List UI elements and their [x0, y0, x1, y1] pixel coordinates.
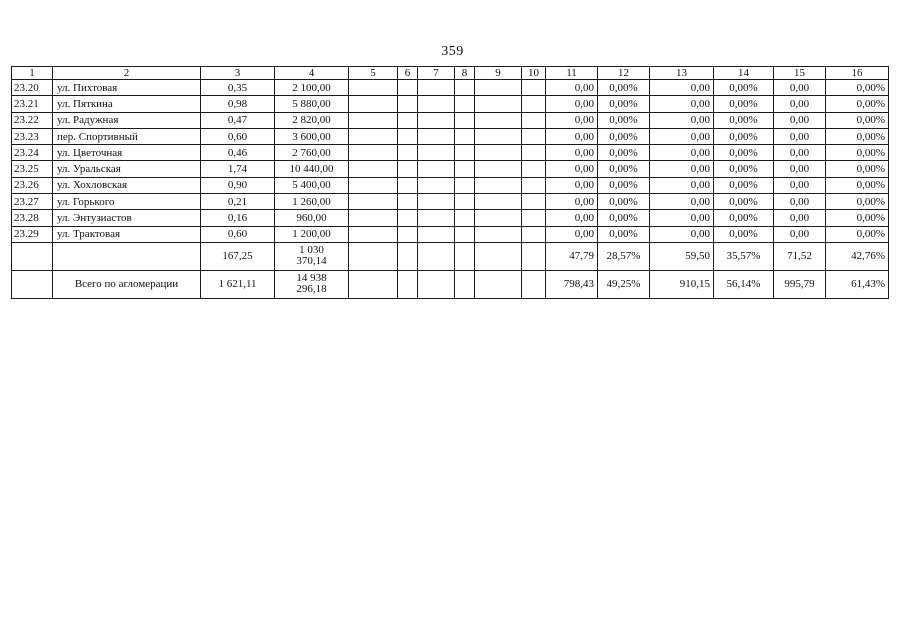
column-header: 2 — [53, 67, 201, 80]
value-cell-15: 0,00 — [774, 80, 826, 96]
cost-cell: 5 880,00 — [275, 96, 349, 112]
empty-cell — [455, 226, 475, 242]
table-row — [12, 177, 889, 193]
empty-cell — [522, 270, 546, 298]
total-cost-line-2: 296,18 — [296, 283, 327, 296]
empty-cell — [475, 270, 522, 298]
empty-cell — [349, 242, 398, 270]
value-cell-11: 0,00 — [546, 145, 598, 161]
empty-cell — [349, 145, 398, 161]
empty-cell — [398, 242, 418, 270]
empty-cell — [475, 128, 522, 144]
value-cell-15: 0,00 — [774, 128, 826, 144]
value-cell-15: 0,00 — [774, 96, 826, 112]
length-cell: 0,47 — [201, 112, 275, 128]
empty-cell — [455, 177, 475, 193]
value-cell-14: 0,00% — [714, 112, 774, 128]
table-row — [12, 226, 889, 242]
empty-cell — [398, 194, 418, 210]
cost-cell: 10 440,00 — [275, 161, 349, 177]
column-header: 10 — [522, 67, 546, 80]
cost-cell: 5 400,00 — [275, 177, 349, 193]
empty-cell — [455, 210, 475, 226]
length-cell: 0,60 — [201, 226, 275, 242]
column-header: 1 — [12, 67, 53, 80]
empty-cell — [418, 270, 455, 298]
empty-cell — [455, 128, 475, 144]
empty-cell — [522, 96, 546, 112]
empty-cell — [455, 242, 475, 270]
table-row — [12, 128, 889, 144]
empty-cell — [418, 210, 455, 226]
value-cell-16: 0,00% — [826, 161, 889, 177]
value-cell-16: 0,00% — [826, 226, 889, 242]
value-cell-13: 0,00 — [650, 112, 714, 128]
length-cell: 0,90 — [201, 177, 275, 193]
column-header: 16 — [826, 67, 889, 80]
empty-cell — [398, 270, 418, 298]
table-row — [12, 161, 889, 177]
value-cell-15: 0,00 — [774, 210, 826, 226]
empty-cell — [475, 112, 522, 128]
column-header: 3 — [201, 67, 275, 80]
column-header: 6 — [398, 67, 418, 80]
value-cell-13: 0,00 — [650, 210, 714, 226]
row-number-cell: 23.25 — [12, 161, 53, 177]
total-cost-cell — [275, 270, 349, 298]
total-value-14: 35,57% — [714, 242, 774, 270]
empty-cell — [522, 210, 546, 226]
value-cell-11: 0,00 — [546, 80, 598, 96]
value-cell-14: 0,00% — [714, 128, 774, 144]
empty-cell — [349, 226, 398, 242]
value-cell-12: 0,00% — [598, 112, 650, 128]
row-number-cell: 23.21 — [12, 96, 53, 112]
column-header: 11 — [546, 67, 598, 80]
value-cell-12: 0,00% — [598, 96, 650, 112]
cost-cell: 1 260,00 — [275, 194, 349, 210]
value-cell-11: 0,00 — [546, 128, 598, 144]
value-cell-12: 0,00% — [598, 177, 650, 193]
column-header: 8 — [455, 67, 475, 80]
table-row — [12, 80, 889, 96]
empty-cell — [455, 270, 475, 298]
value-cell-11: 0,00 — [546, 177, 598, 193]
column-header: 9 — [475, 67, 522, 80]
total-value-15: 995,79 — [774, 270, 826, 298]
value-cell-14: 0,00% — [714, 161, 774, 177]
street-name-cell: ул. Уральская — [53, 161, 201, 177]
empty-cell — [418, 112, 455, 128]
empty-cell — [475, 226, 522, 242]
empty-cell — [522, 128, 546, 144]
length-cell: 0,46 — [201, 145, 275, 161]
total-value-13: 59,50 — [650, 242, 714, 270]
value-cell-11: 0,00 — [546, 161, 598, 177]
total-cost-line-1: 1 030 — [299, 244, 324, 257]
total-cost-line-1: 14 938 — [296, 272, 327, 285]
data-table — [11, 66, 889, 299]
column-header: 5 — [349, 67, 398, 80]
empty-cell — [398, 145, 418, 161]
total-length-cell: 1 621,11 — [201, 270, 275, 298]
column-header: 13 — [650, 67, 714, 80]
total-label-cell: Всего по агломерации — [53, 270, 201, 298]
value-cell-12: 0,00% — [598, 80, 650, 96]
value-cell-14: 0,00% — [714, 145, 774, 161]
value-cell-11: 0,00 — [546, 210, 598, 226]
empty-cell — [418, 96, 455, 112]
empty-cell — [522, 226, 546, 242]
subtotal-row — [12, 242, 889, 270]
empty-cell — [522, 194, 546, 210]
street-name-cell: ул. Цветочная — [53, 145, 201, 161]
total-value-12: 49,25% — [598, 270, 650, 298]
empty-cell — [349, 161, 398, 177]
empty-cell — [522, 242, 546, 270]
value-cell-13: 0,00 — [650, 161, 714, 177]
value-cell-14: 0,00% — [714, 194, 774, 210]
empty-cell — [475, 145, 522, 161]
empty-cell — [349, 80, 398, 96]
length-cell: 0,35 — [201, 80, 275, 96]
value-cell-16: 0,00% — [826, 128, 889, 144]
value-cell-15: 0,00 — [774, 145, 826, 161]
row-number-cell: 23.28 — [12, 210, 53, 226]
empty-cell — [475, 161, 522, 177]
empty-cell — [455, 145, 475, 161]
table-row — [12, 96, 889, 112]
value-cell-14: 0,00% — [714, 80, 774, 96]
empty-cell — [475, 210, 522, 226]
empty-cell — [398, 226, 418, 242]
empty-cell — [522, 80, 546, 96]
column-header: 14 — [714, 67, 774, 80]
row-number-cell: 23.22 — [12, 112, 53, 128]
column-header: 15 — [774, 67, 826, 80]
empty-cell — [398, 96, 418, 112]
cost-cell: 960,00 — [275, 210, 349, 226]
value-cell-14: 0,00% — [714, 177, 774, 193]
row-number-cell: 23.24 — [12, 145, 53, 161]
table-row — [12, 194, 889, 210]
table-row — [12, 210, 889, 226]
grand-total-row — [12, 270, 889, 298]
street-name-cell: ул. Пихтовая — [53, 80, 201, 96]
cost-cell: 2 820,00 — [275, 112, 349, 128]
empty-cell — [522, 161, 546, 177]
total-value-16: 61,43% — [826, 270, 889, 298]
empty-cell — [398, 128, 418, 144]
empty-cell — [12, 242, 53, 270]
value-cell-16: 0,00% — [826, 194, 889, 210]
empty-cell — [475, 177, 522, 193]
empty-cell — [418, 226, 455, 242]
cost-cell: 1 200,00 — [275, 226, 349, 242]
empty-cell — [418, 242, 455, 270]
value-cell-15: 0,00 — [774, 194, 826, 210]
street-name-cell: ул. Энтузиастов — [53, 210, 201, 226]
length-cell: 1,74 — [201, 161, 275, 177]
empty-cell — [398, 177, 418, 193]
value-cell-14: 0,00% — [714, 96, 774, 112]
length-cell: 0,60 — [201, 128, 275, 144]
value-cell-14: 0,00% — [714, 226, 774, 242]
empty-cell — [12, 270, 53, 298]
empty-cell — [475, 194, 522, 210]
value-cell-15: 0,00 — [774, 161, 826, 177]
total-value-16: 42,76% — [826, 242, 889, 270]
total-value-14: 56,14% — [714, 270, 774, 298]
data-table-container — [11, 66, 888, 299]
empty-cell — [475, 80, 522, 96]
value-cell-12: 0,00% — [598, 161, 650, 177]
cost-cell: 3 600,00 — [275, 128, 349, 144]
column-header: 12 — [598, 67, 650, 80]
value-cell-13: 0,00 — [650, 226, 714, 242]
column-header: 7 — [418, 67, 455, 80]
total-value-15: 71,52 — [774, 242, 826, 270]
value-cell-13: 0,00 — [650, 177, 714, 193]
empty-cell — [398, 161, 418, 177]
value-cell-16: 0,00% — [826, 96, 889, 112]
empty-cell — [398, 80, 418, 96]
table-row — [12, 112, 889, 128]
cost-cell: 2 760,00 — [275, 145, 349, 161]
street-name-cell: ул. Пяткина — [53, 96, 201, 112]
empty-cell — [349, 177, 398, 193]
total-value-12: 28,57% — [598, 242, 650, 270]
value-cell-12: 0,00% — [598, 210, 650, 226]
row-number-cell: 23.23 — [12, 128, 53, 144]
empty-cell — [418, 194, 455, 210]
value-cell-16: 0,00% — [826, 145, 889, 161]
total-cost-line-2: 370,14 — [296, 255, 327, 268]
empty-cell — [418, 128, 455, 144]
empty-cell — [522, 112, 546, 128]
cost-cell: 2 100,00 — [275, 80, 349, 96]
empty-cell — [418, 177, 455, 193]
empty-cell — [349, 96, 398, 112]
empty-cell — [455, 112, 475, 128]
empty-cell — [475, 242, 522, 270]
street-name-cell: ул. Радужная — [53, 112, 201, 128]
row-number-cell: 23.27 — [12, 194, 53, 210]
street-name-cell: ул. Трактовая — [53, 226, 201, 242]
value-cell-11: 0,00 — [546, 226, 598, 242]
row-number-cell: 23.26 — [12, 177, 53, 193]
value-cell-15: 0,00 — [774, 112, 826, 128]
column-header: 4 — [275, 67, 349, 80]
value-cell-11: 0,00 — [546, 96, 598, 112]
empty-cell — [418, 80, 455, 96]
table-row — [12, 145, 889, 161]
length-cell: 0,21 — [201, 194, 275, 210]
empty-cell — [418, 161, 455, 177]
row-number-cell: 23.29 — [12, 226, 53, 242]
empty-cell — [349, 270, 398, 298]
value-cell-12: 0,00% — [598, 194, 650, 210]
length-cell: 0,16 — [201, 210, 275, 226]
empty-cell — [349, 128, 398, 144]
total-value-13: 910,15 — [650, 270, 714, 298]
empty-cell — [398, 210, 418, 226]
street-name-cell: ул. Горького — [53, 194, 201, 210]
row-number-cell: 23.20 — [12, 80, 53, 96]
value-cell-16: 0,00% — [826, 112, 889, 128]
empty-cell — [455, 194, 475, 210]
value-cell-16: 0,00% — [826, 80, 889, 96]
empty-cell — [349, 194, 398, 210]
street-name-cell: ул. Хохловская — [53, 177, 201, 193]
value-cell-14: 0,00% — [714, 210, 774, 226]
empty-cell — [522, 145, 546, 161]
value-cell-12: 0,00% — [598, 226, 650, 242]
empty-cell — [53, 242, 201, 270]
value-cell-13: 0,00 — [650, 128, 714, 144]
value-cell-13: 0,00 — [650, 80, 714, 96]
value-cell-11: 0,00 — [546, 194, 598, 210]
empty-cell — [455, 96, 475, 112]
value-cell-13: 0,00 — [650, 145, 714, 161]
empty-cell — [349, 112, 398, 128]
total-length-cell: 167,25 — [201, 242, 275, 270]
value-cell-13: 0,00 — [650, 96, 714, 112]
value-cell-12: 0,00% — [598, 128, 650, 144]
value-cell-13: 0,00 — [650, 194, 714, 210]
value-cell-16: 0,00% — [826, 177, 889, 193]
value-cell-16: 0,00% — [826, 210, 889, 226]
empty-cell — [398, 112, 418, 128]
street-name-cell: пер. Спортивный — [53, 128, 201, 144]
table-header-row — [12, 67, 889, 80]
page-number: 359 — [441, 44, 464, 59]
empty-cell — [418, 145, 455, 161]
empty-cell — [522, 177, 546, 193]
length-cell: 0,98 — [201, 96, 275, 112]
empty-cell — [455, 161, 475, 177]
total-value-11: 798,43 — [546, 270, 598, 298]
empty-cell — [475, 96, 522, 112]
value-cell-12: 0,00% — [598, 145, 650, 161]
total-cost-cell — [275, 242, 349, 270]
value-cell-11: 0,00 — [546, 112, 598, 128]
value-cell-15: 0,00 — [774, 226, 826, 242]
empty-cell — [455, 80, 475, 96]
value-cell-15: 0,00 — [774, 177, 826, 193]
empty-cell — [349, 210, 398, 226]
total-value-11: 47,79 — [546, 242, 598, 270]
